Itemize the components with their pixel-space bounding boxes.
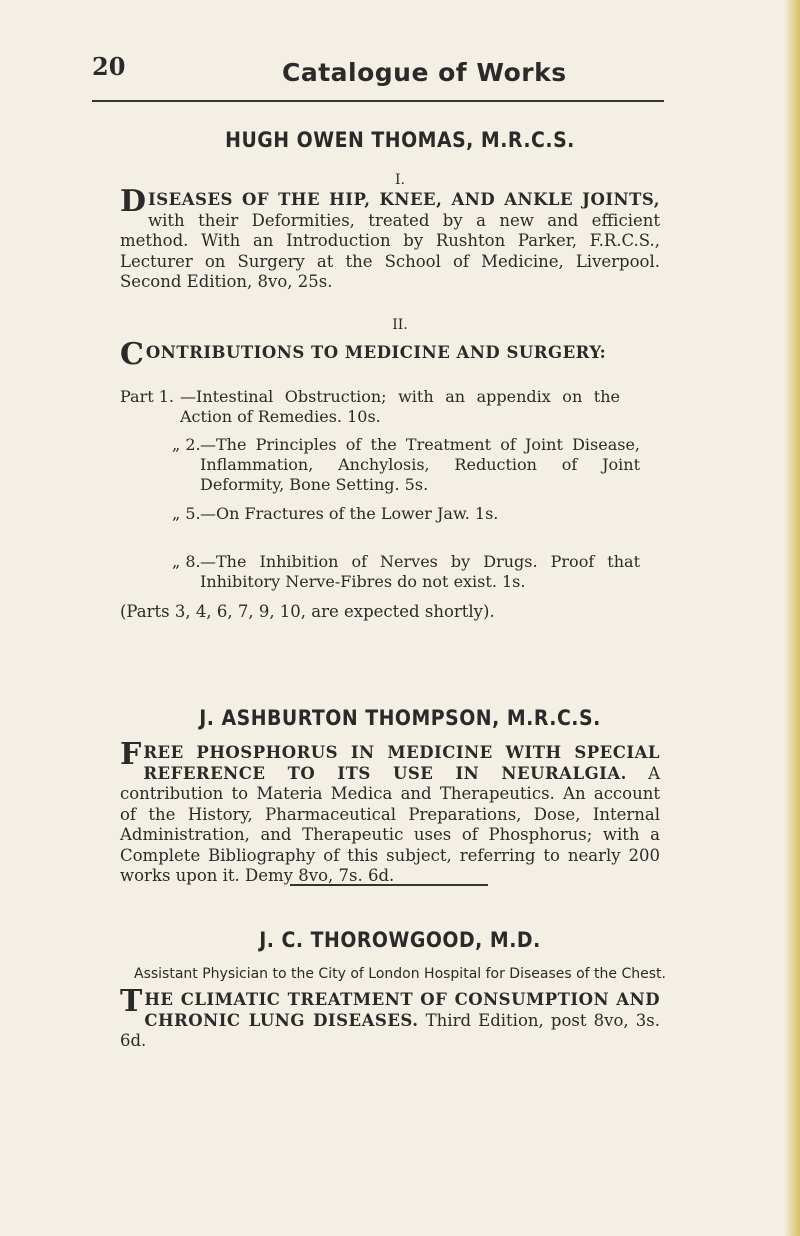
catalogue-entry — [120, 737, 660, 887]
entry-description: A contribution to Materia Medica and Therapeutics. An account of the History, Pharmaceutical Preparations, Dose, Internal Administration, and Therapeutic uses of Phosphorus; with a Complete Bibliography of this subject, referring to nearly 200 works upon it. Demy 8vo, 7s. 6d. — [120, 763, 660, 885]
part-label: „ 8. — [172, 552, 201, 571]
drop-cap: T — [120, 984, 143, 1019]
part-text: —The Principles of the Treatment of Joint Disease, Inflammation, Anchylosis, Reduction of Joint Deformity, Bone Setting. 5s. — [200, 435, 640, 494]
section-divider — [290, 884, 488, 886]
work-numeral: II. — [392, 317, 408, 333]
entry-title: ONTRIBUTIONS TO MEDICINE AND SURGERY: — [145, 343, 607, 362]
drop-cap: C — [120, 337, 144, 372]
catalogue-entry — [120, 184, 660, 293]
part-text: —Intestinal Obstruction; with an appendix on the Action of Remedies. 10s. — [180, 387, 620, 426]
part-label: Part 1. — [120, 387, 175, 406]
running-title: Catalogue of Works — [282, 58, 567, 87]
part-label: „ 2. — [172, 435, 201, 454]
catalogue-entry — [120, 984, 660, 1052]
entry-description: Third Edition, post 8vo, 3s. 6d. — [120, 1010, 660, 1050]
header-rule — [92, 100, 664, 102]
part-label: „ 5. — [172, 504, 201, 523]
page-number: 20 — [92, 52, 126, 81]
parts-note: (Parts 3, 4, 6, 7, 9, 10, are expected shortly). — [120, 602, 495, 621]
entry-title: REE PHOSPHORUS IN MEDICINE WITH SPECIAL REFERENCE TO ITS USE IN NEURALGIA. — [143, 743, 660, 783]
entry-title: HE CLIMATIC TREATMENT OF CONSUMPTION AND CHRONIC LUNG DISEASES. — [144, 990, 660, 1030]
work-numeral: I. — [395, 172, 405, 188]
author-affiliation: Assistant Physician to the City of London Hospital for Diseases of the Chest. — [134, 966, 666, 982]
catalogue-entry — [120, 337, 660, 372]
part-text: —On Fractures of the Lower Jaw. 1s. — [200, 504, 499, 523]
entry-description: with their Deformities, treated by a new and efficient method. With an Introduction by Rushton Parker, F.R.C.S., Lecturer on Surgery at the School of Medicine, Liverpool. Second Edition, 8vo, 25s. — [120, 210, 660, 291]
author-heading: HUGH OWEN THOMAS, M.R.C.S. — [225, 128, 575, 152]
drop-cap: D — [120, 184, 147, 219]
drop-cap: F — [120, 737, 142, 772]
author-heading: J. ASHBURTON THOMPSON, M.R.C.S. — [199, 706, 601, 730]
author-heading: J. C. THOROWGOOD, M.D. — [259, 928, 541, 952]
part-text: —The Inhibition of Nerves by Drugs. Proof that Inhibitory Nerve-Fibres do not exist. 1s. — [200, 552, 640, 591]
entry-title: ISEASES OF THE HIP, KNEE, AND ANKLE JOINTS, — [148, 190, 660, 209]
